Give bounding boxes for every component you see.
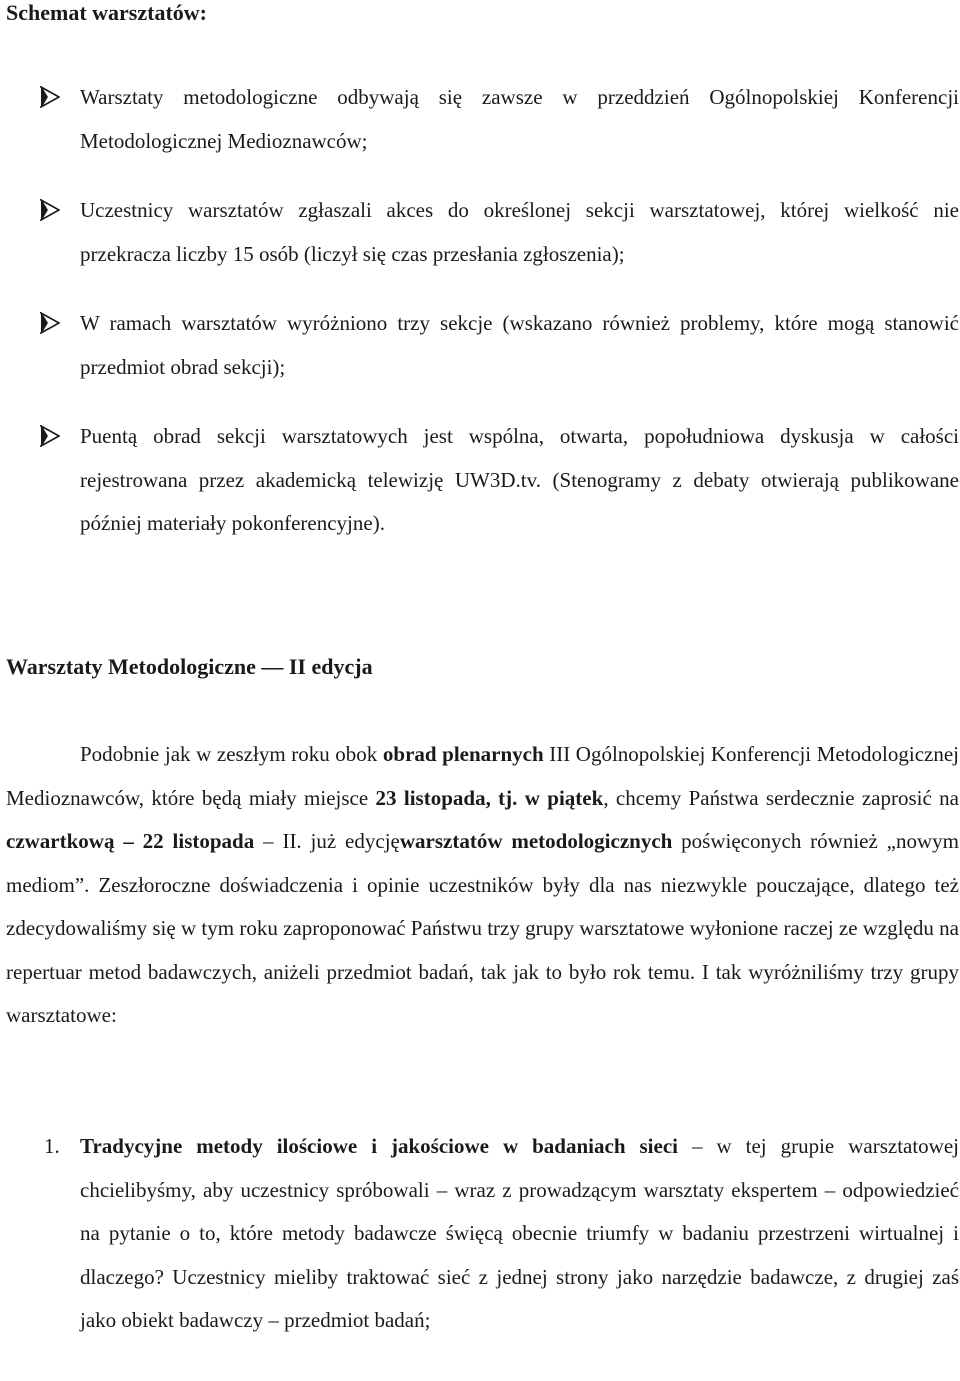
intro-text (517, 786, 524, 810)
intro-bold-plenary: obrad plenarnych (382, 742, 544, 766)
bullet-list (6, 76, 959, 572)
item-number: 1. (44, 1134, 60, 1158)
arrowhead-bullet-icon (40, 86, 60, 108)
bullet-text: Warsztaty metodologiczne odbywają się zawsze w przeddzień Ogólnopolskiej Konferencji Metodologicznej Medioznawców; (80, 85, 959, 153)
item-bold-title: Tradycyjne metody ilościowe i jakościowe w badaniach sieci (80, 1134, 678, 1158)
arrowhead-bullet-icon (40, 199, 60, 221)
intro-text: , chcemy Państwa serdecznie zaprosić na (603, 785, 959, 810)
bullet-text: Uczestnicy warsztatów zgłaszali akces do określonej sekcji warsztatowej, której wielkość nie przekracza liczby 15 osób (liczył się czas przesłania zgłoszenia); (80, 198, 959, 266)
intro-bold-friday: w piątek (524, 785, 604, 810)
intro-text: poświęconych również „nowym mediom”. Zeszłoroczne doświadczenia i opinie uczestników były dla nas niezwykle pouczające, dlatego też zdecydowaliśmy się w tym roku zaproponować Państwu trzy grupy warsztatowe wyłonione raczej ze względu na repertuar metod badawczych, aniżeli przedmiot badań, tak jak to było rok temu. I tak wyróżniliśmy trzy grupy warsztatowe: (6, 829, 959, 1027)
item-text: – w tej grupie warsztatowej chcielibyśmy, aby uczestnicy spróbowali – wraz z prowadzącym warsztaty ekspertem – odpowiedzieć na pytanie o to, które metody badawcze święcą obecnie triumfy w badaniu przestrzeni wirtualnej i dlaczego? Uczestnicy mieliby traktować sieć z jednej strony jako narzędzie badawcze, z drugiej zaś jako obiekt badawczy – przedmiot badań; (80, 1134, 959, 1332)
intro-text: – II. już edycję (254, 829, 400, 853)
bullet-item (6, 189, 959, 276)
intro-bold-workshops: warsztatów metodologicznych (399, 829, 673, 853)
section-title: Warsztaty Metodologiczne — II edycja (6, 654, 373, 679)
intro-bold-date: 23 listopada, tj. (375, 785, 518, 810)
page-heading: Schemat warsztatów: (6, 0, 207, 25)
arrowhead-bullet-icon (40, 312, 60, 334)
intro-paragraph (6, 733, 959, 1038)
bullet-text: W ramach warsztatów wyróżniono trzy sekcje (wskazano również problemy, które mogą stanowić przedmiot obrad sekcji); (80, 311, 959, 379)
intro-text: III Ogólnopolskiej Konferencji Metodologicznej Medioznawców, które będą miały miejsce (6, 742, 959, 810)
bullet-item (6, 76, 959, 163)
numbered-list (6, 1125, 959, 1343)
numbered-item (6, 1125, 959, 1343)
arrowhead-bullet-icon (40, 425, 60, 447)
bullet-item (6, 302, 959, 389)
intro-bold-thursday: czwartkową – 22 listopada (6, 829, 255, 853)
intro-text: Podobnie jak w zeszłym roku obok (80, 742, 383, 766)
bullet-item (6, 415, 959, 546)
bullet-text: Puentą obrad sekcji warsztatowych jest wspólna, otwarta, popołudniowa dyskusja w całości rejestrowana przez akademicką telewizję UW3D.tv. (Stenogramy z debaty otwierają publikowane później materiały pokonferencyjne). (80, 424, 959, 535)
